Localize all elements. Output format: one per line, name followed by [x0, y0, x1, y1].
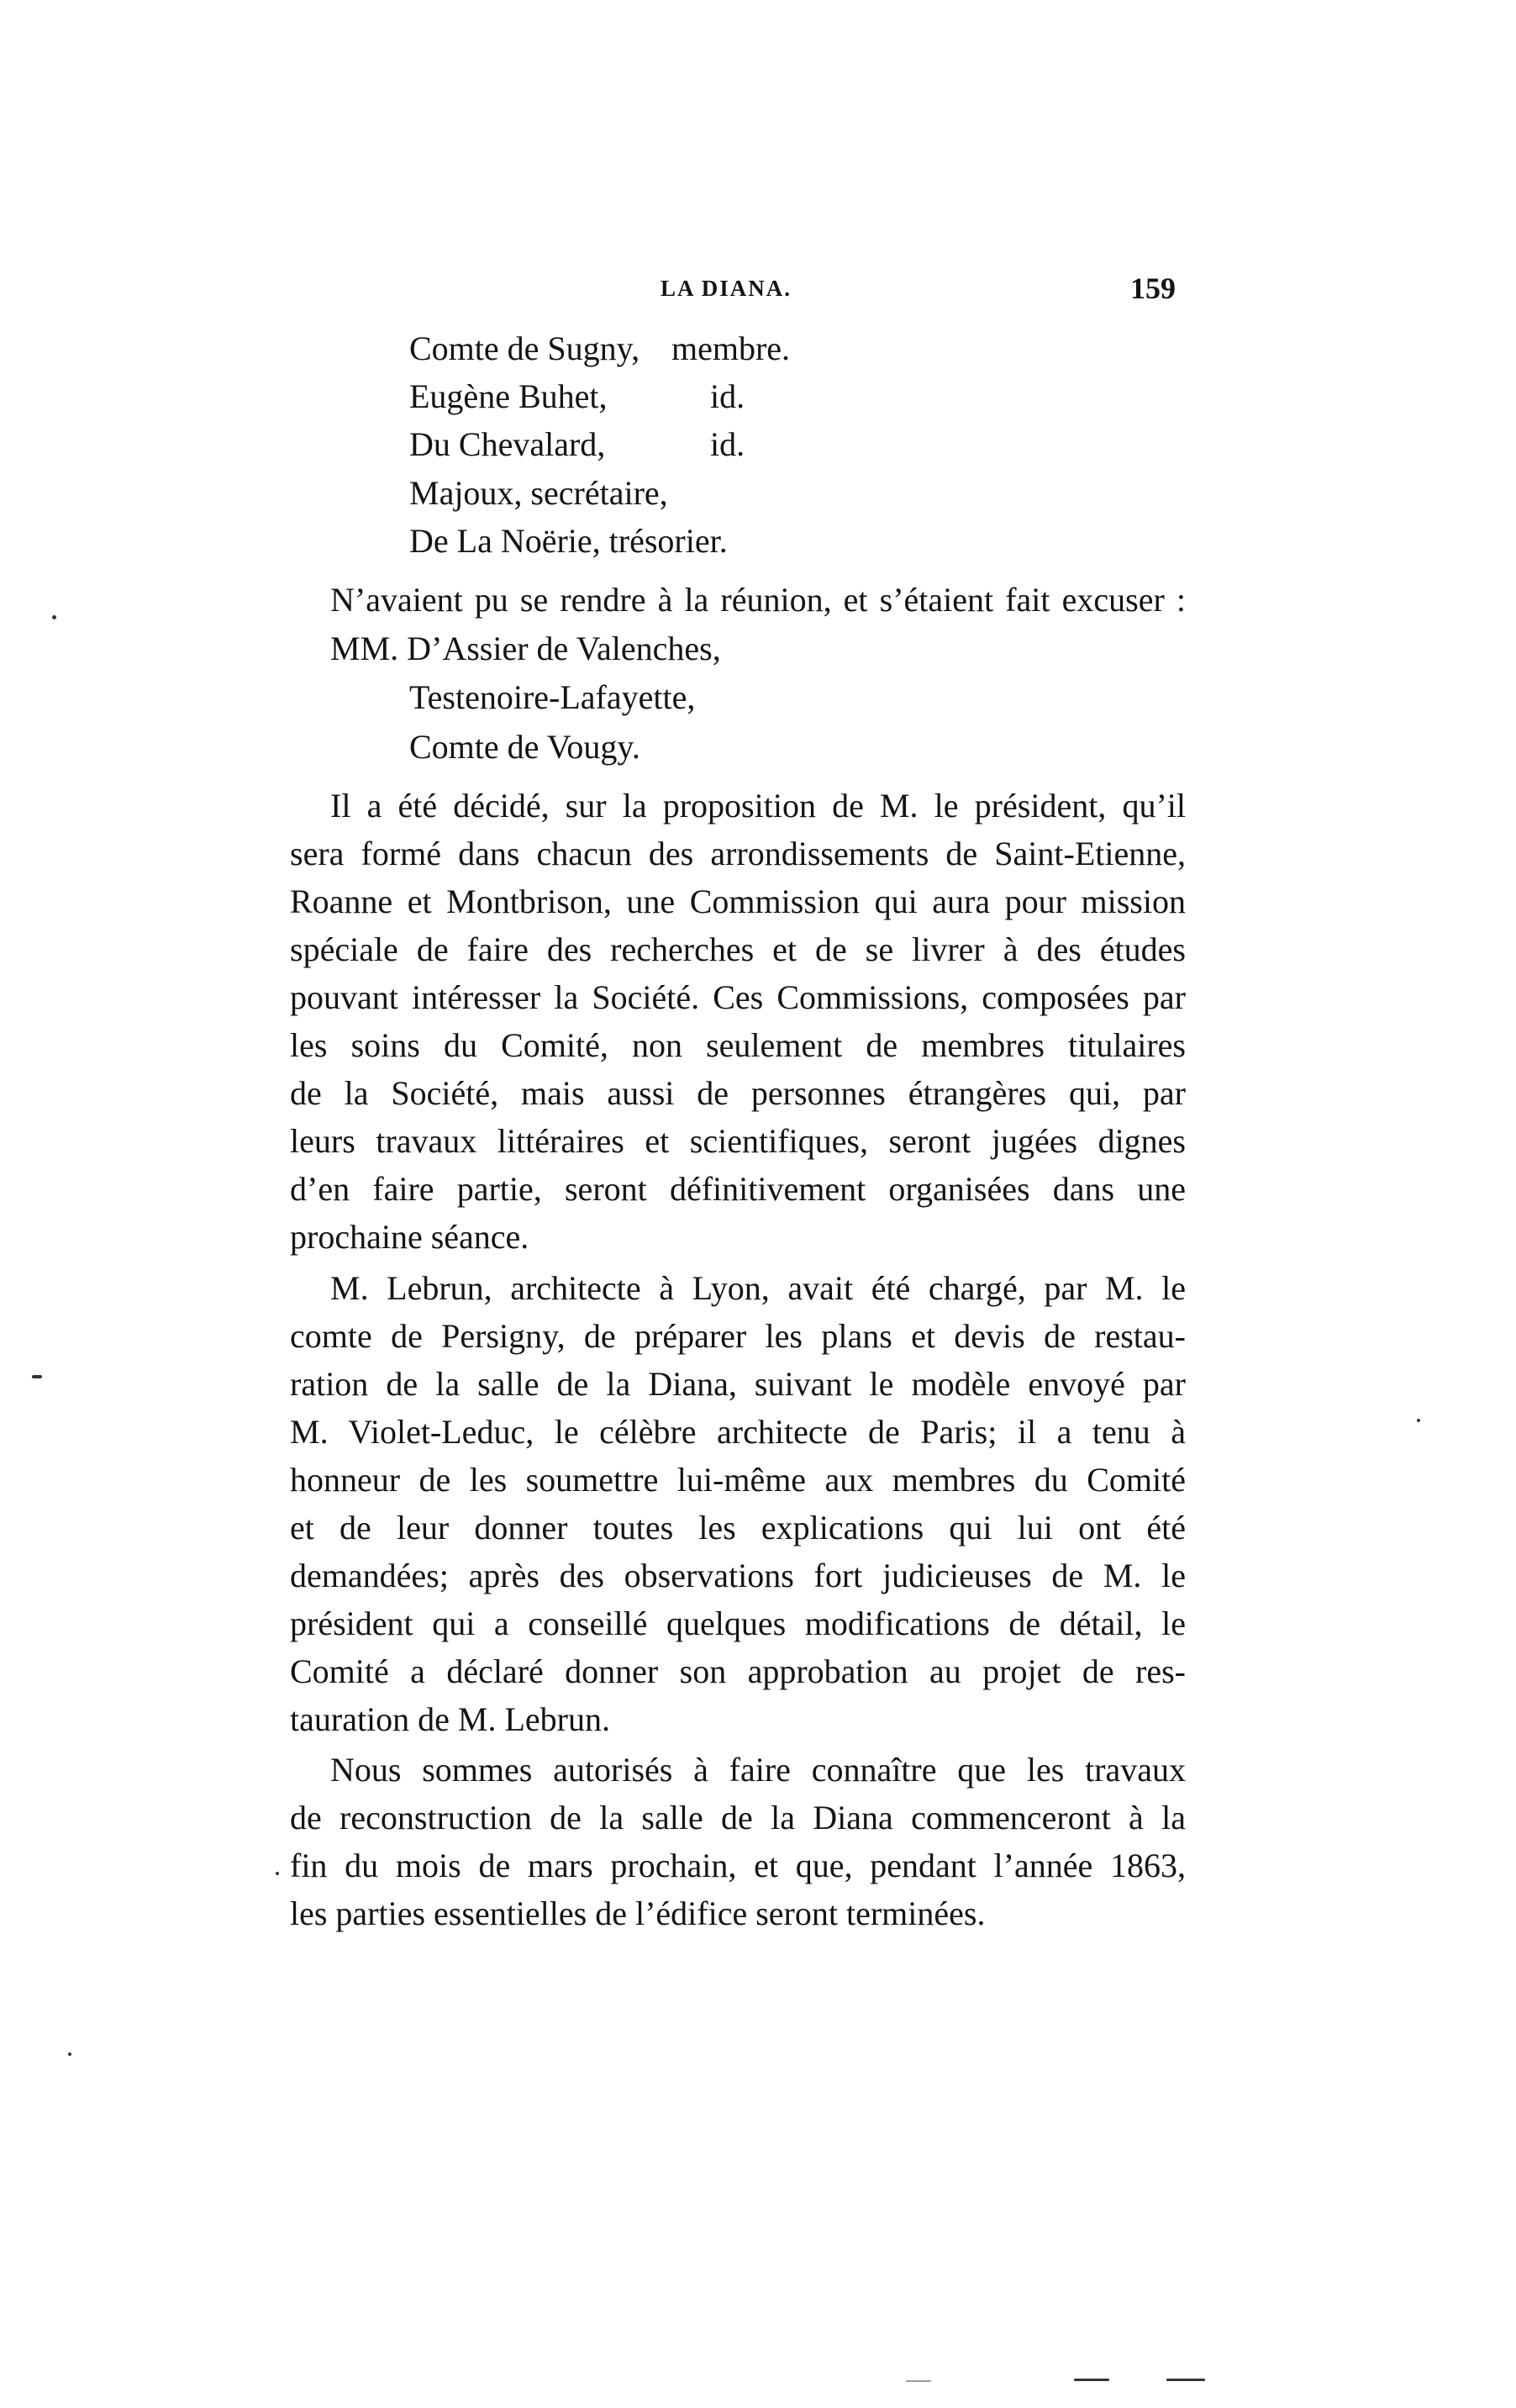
committee-role: id. — [710, 377, 745, 415]
paragraph-line: pouvant intéresser la Société. Ces Commissions, composées par — [290, 978, 1186, 1016]
committee-role: membre. — [671, 329, 791, 367]
committee-name: Majoux, secrétaire, — [409, 474, 668, 512]
absent-member: Comte de Vougy. — [409, 728, 640, 766]
scan-speck — [68, 2052, 71, 2056]
paragraph-line: spéciale de faire des recherches et de se livrer à des études — [290, 930, 1186, 968]
committee-line — [409, 524, 728, 558]
scan-speck — [1074, 2379, 1109, 2381]
committee-role: id. — [710, 425, 745, 463]
paragraph-line: d’en faire partie, seront définitivement organisées dans une — [290, 1170, 1186, 1208]
paragraph-line: Roanne et Montbrison, une Commission qui aura pour mission — [290, 883, 1186, 920]
paragraph-line: sera formé dans chacun des arrondissements de Saint-Etienne, — [290, 835, 1186, 872]
committee-line — [409, 474, 668, 512]
paragraph-line: ration de la salle de la Diana, suivant le modèle envoyé par — [290, 1365, 1186, 1403]
committee-name: Comte de Sugny, — [409, 329, 640, 367]
paragraph-line: M. Lebrun, architecte à Lyon, avait été chargé, par M. le — [330, 1269, 1186, 1307]
paragraph-line: de la Société, mais aussi de personnes étrangères qui, par — [290, 1074, 1186, 1112]
paragraph-line: Nous sommes autorisés à faire connaître que les travaux — [330, 1751, 1186, 1789]
paragraph-line: Comité a déclaré donner son approbation au projet de res- — [290, 1652, 1186, 1690]
paragraph-line: les soins du Comité, non seulement de membres titulaires — [290, 1026, 1186, 1064]
committee-name: De La Noërie, trésorier. — [409, 522, 728, 560]
paragraph-line: tauration de M. Lebrun. — [290, 1700, 610, 1738]
committee-name: Du Chevalard, — [409, 425, 606, 463]
paragraph-line: de reconstruction de la salle de la Diana commenceront à la — [290, 1799, 1186, 1836]
paragraph-line: et de leur donner toutes les explications qui lui ont été — [290, 1509, 1186, 1546]
paragraph-line: leurs travaux littéraires et scientifiques, seront jugées dignes — [290, 1122, 1186, 1160]
scan-speck — [32, 1375, 42, 1378]
scan-speck — [1417, 1419, 1420, 1422]
paragraph-line: Il a été décidé, sur la proposition de M. le président, qu’il — [330, 787, 1186, 825]
running-header: LA DIANA. — [661, 276, 792, 301]
paragraph-line: prochaine séance. — [290, 1218, 529, 1256]
page-number: 159 — [1130, 271, 1176, 305]
absent-member: MM. D’Assier de Valenches, — [330, 630, 721, 667]
absent-intro: N’avaient pu se rendre à la réunion, et s’étaient fait excuser : — [330, 581, 1186, 619]
committee-line — [409, 377, 745, 415]
committee-name: Eugène Buhet, — [409, 377, 608, 415]
paragraph-line: honneur de les soumettre lui-même aux membres du Comité — [290, 1461, 1186, 1499]
absent-member: Testenoire-Lafayette, — [409, 678, 696, 716]
scan-speck — [276, 1872, 279, 1875]
paragraph-line: fin du mois de mars prochain, et que, pendant l’année 1863, — [290, 1847, 1186, 1884]
paragraph-line: demandées; après des observations fort judicieuses de M. le — [290, 1557, 1186, 1594]
paragraph-line: M. Violet-Leduc, le célèbre architecte de Paris; il a tenu à — [290, 1413, 1186, 1451]
paragraph-line: président qui a conseillé quelques modifications de détail, le — [290, 1604, 1186, 1642]
paragraph-line: les parties essentielles de l’édifice seront terminées. — [290, 1894, 986, 1932]
scan-speck — [906, 2380, 931, 2382]
scan-speck — [1166, 2379, 1205, 2381]
committee-line — [409, 329, 791, 367]
committee-line — [409, 425, 745, 463]
scan-speck — [52, 615, 56, 619]
paragraph-line: comte de Persigny, de préparer les plans et devis de restau- — [290, 1317, 1186, 1355]
